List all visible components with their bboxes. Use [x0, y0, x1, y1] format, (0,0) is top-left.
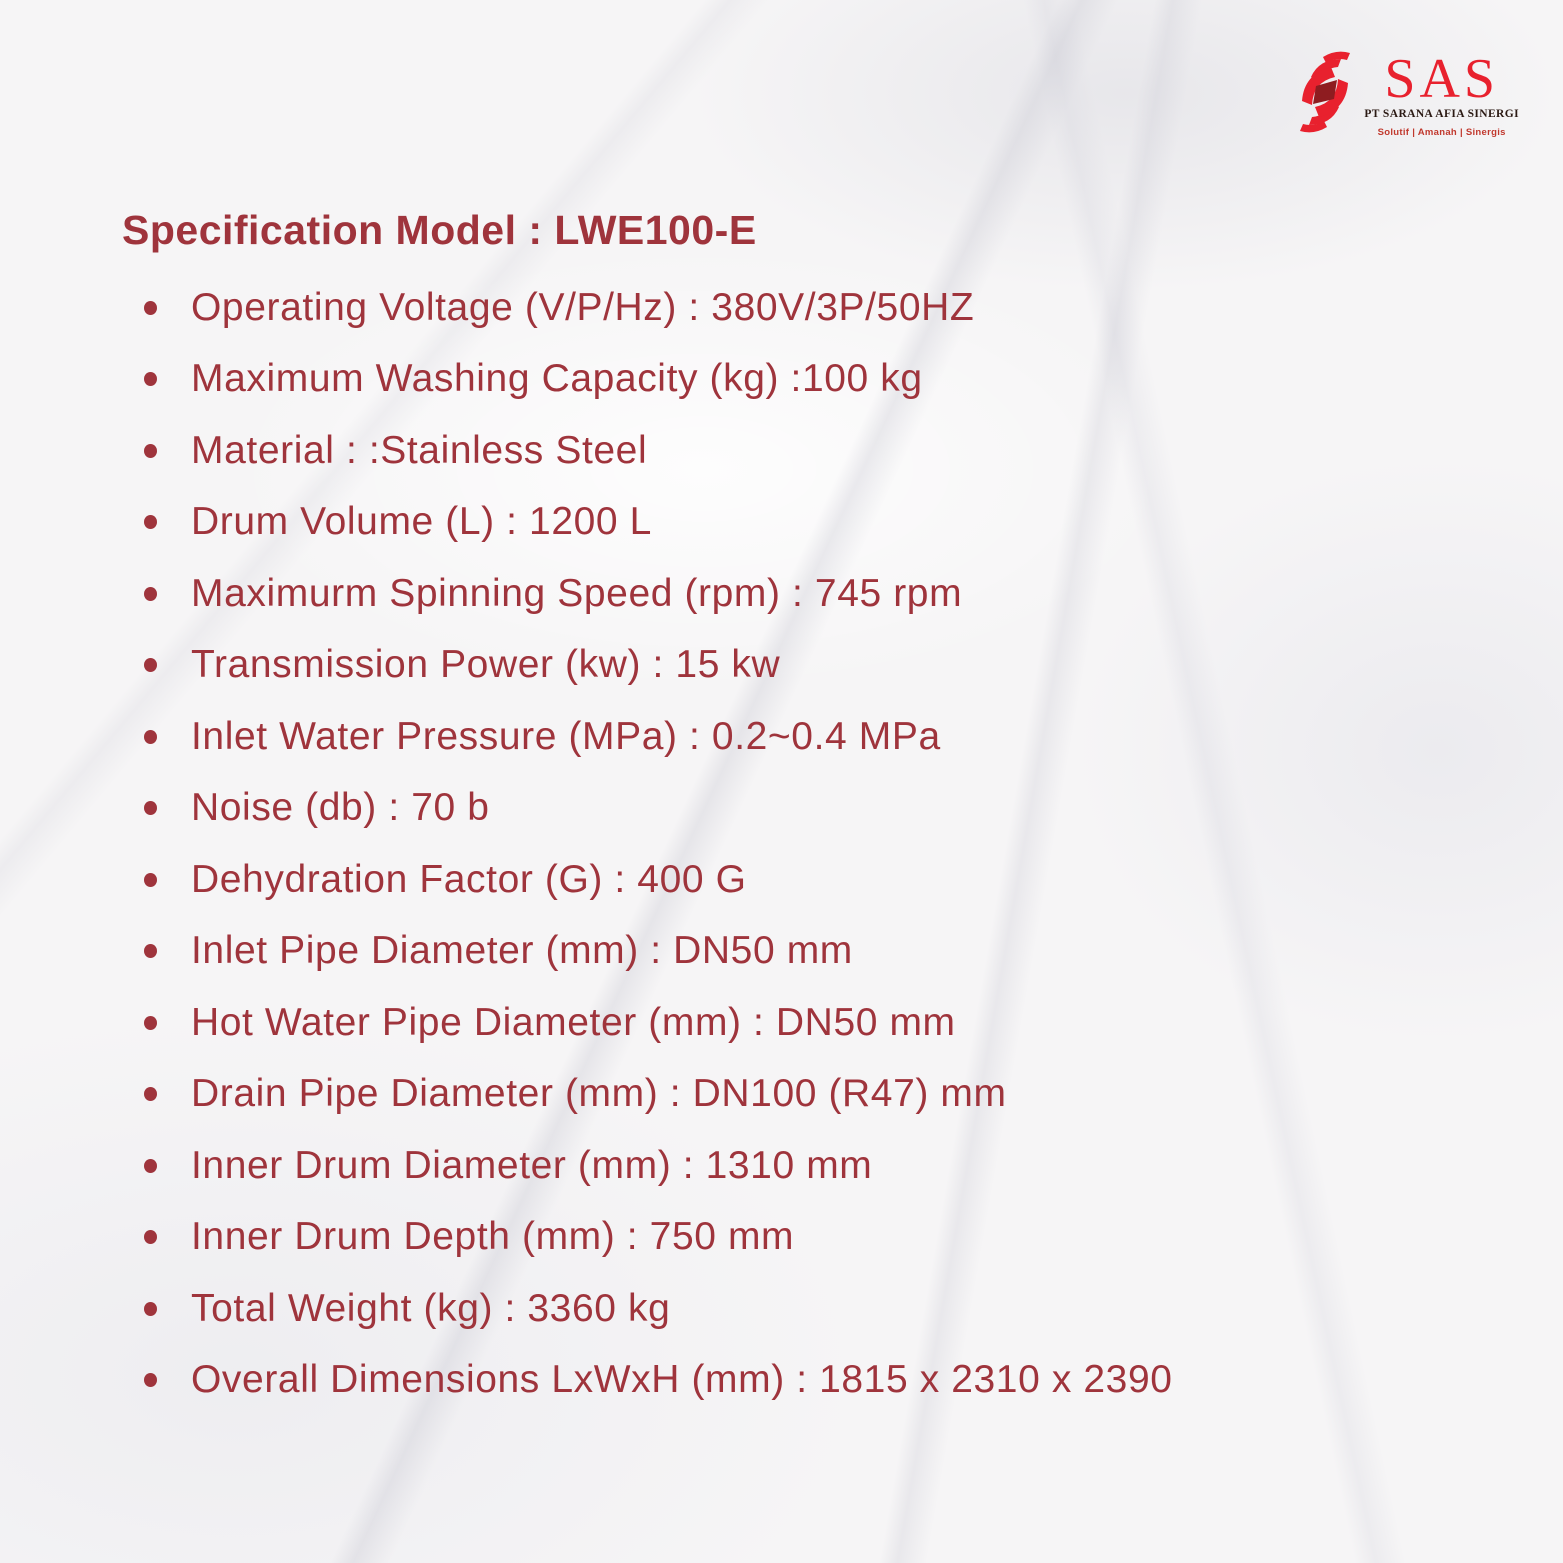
bullet-icon [144, 1302, 157, 1316]
company-logo [1296, 46, 1519, 138]
spec-text: Maximum Washing Capacity (kg) :100 kg [191, 357, 923, 401]
spec-list-item [128, 558, 1173, 630]
spec-list [128, 272, 1173, 1416]
spec-list-item [128, 1273, 1173, 1345]
bullet-icon [144, 944, 157, 958]
logo-tagline: Solutif | Amanah | Sinergis [1377, 126, 1506, 138]
spec-text: Inner Drum Depth (mm) : 750 mm [191, 1215, 795, 1259]
spec-list-item [128, 701, 1173, 773]
bullet-icon [144, 301, 157, 315]
spec-text: Noise (db) : 70 b [191, 786, 490, 830]
logo-company-name: PT SARANA AFIA SINERGI [1364, 107, 1519, 120]
spec-list-item [128, 1130, 1173, 1202]
spec-text: Inlet Water Pressure (MPa) : 0.2~0.4 MPa [191, 714, 941, 758]
bullet-icon [144, 1159, 157, 1173]
spec-list-item [128, 916, 1173, 988]
bullet-icon [144, 1016, 157, 1030]
bullet-icon [144, 1230, 157, 1244]
logo-text-block [1364, 48, 1519, 138]
spec-text: Inner Drum Diameter (mm) : 1310 mm [191, 1143, 873, 1187]
spec-list-item [128, 272, 1173, 344]
spec-text: Overall Dimensions LxWxH (mm) : 1815 x 2310 x 2390 [191, 1358, 1173, 1402]
spec-list-item [128, 844, 1173, 916]
logo-brand-text: SAS [1384, 48, 1500, 110]
bullet-icon [144, 587, 157, 601]
spec-list-item [128, 987, 1173, 1059]
spec-text: Total Weight (kg) : 3360 kg [191, 1286, 671, 1330]
spec-text: Material : :Stainless Steel [191, 428, 648, 472]
spec-text: Inlet Pipe Diameter (mm) : DN50 mm [191, 929, 853, 973]
spec-text: Drain Pipe Diameter (mm) : DN100 (R47) mm [191, 1072, 1007, 1116]
bullet-icon [144, 515, 157, 529]
spec-text: Hot Water Pipe Diameter (mm) : DN50 mm [191, 1000, 956, 1044]
spec-list-item [128, 415, 1173, 487]
page-title: Specification Model : LWE100-E [122, 207, 757, 253]
bullet-icon [144, 372, 157, 386]
bullet-icon [144, 873, 157, 887]
spec-text: Drum Volume (L) : 1200 L [191, 500, 652, 544]
bullet-icon [144, 801, 157, 815]
bullet-icon [144, 730, 157, 744]
spec-list-item [128, 1345, 1173, 1417]
spec-list-item [128, 630, 1173, 702]
spec-text: Transmission Power (kw) : 15 kw [191, 643, 781, 687]
spec-list-item [128, 1059, 1173, 1131]
spec-text: Operating Voltage (V/P/Hz) : 380V/3P/50HZ [191, 285, 975, 329]
sas-logo-icon [1296, 48, 1354, 136]
bullet-icon [144, 444, 157, 458]
spec-list-item [128, 344, 1173, 416]
spec-list-item [128, 487, 1173, 559]
bullet-icon [144, 1087, 157, 1101]
bullet-icon [144, 658, 157, 672]
spec-text: Maximurm Spinning Speed (rpm) : 745 rpm [191, 571, 963, 615]
bullet-icon [144, 1373, 157, 1387]
spec-list-item [128, 1202, 1173, 1274]
spec-text: Dehydration Factor (G) : 400 G [191, 857, 747, 901]
spec-list-item [128, 773, 1173, 845]
